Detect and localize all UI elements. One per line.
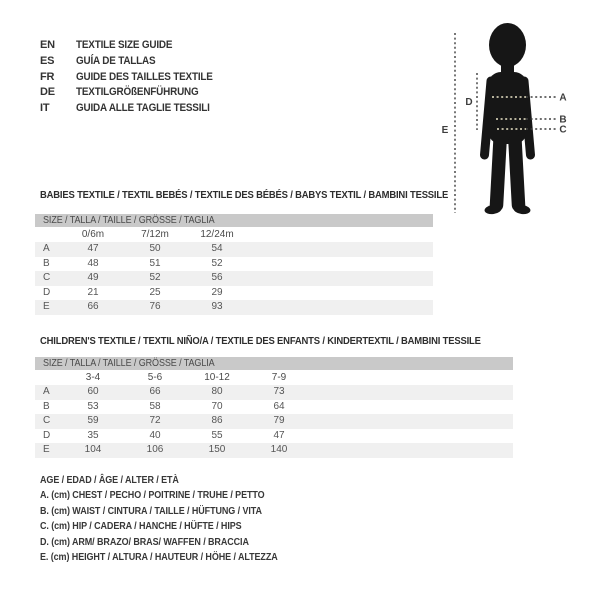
language-code: IT bbox=[40, 102, 50, 115]
language-code: EN bbox=[40, 39, 55, 51]
language-list bbox=[40, 38, 228, 117]
size-value-cell: 150 bbox=[208, 444, 226, 455]
legend-line-text: D. (cm) ARM/ BRAZO/ BRAS/ WAFFEN / BRACCIA bbox=[40, 536, 249, 548]
legend-line bbox=[40, 550, 304, 565]
table-row bbox=[35, 443, 513, 458]
size-value-cell: 40 bbox=[149, 429, 161, 441]
size-value-cell: 93 bbox=[211, 301, 223, 312]
babies-size-header-bar bbox=[35, 214, 433, 227]
children-column-header: 3-4 bbox=[85, 372, 101, 383]
language-guide-title: GUIDA ALLE TAGLIE TESSILI bbox=[76, 102, 210, 115]
row-label: A bbox=[43, 243, 50, 254]
language-guide-title: TEXTILE SIZE GUIDE bbox=[76, 39, 173, 51]
size-value-cell: 50 bbox=[149, 243, 161, 254]
language-row bbox=[40, 70, 228, 86]
children-column-header-row bbox=[35, 370, 513, 385]
label-E: E bbox=[441, 125, 449, 136]
children-column-header: 10-12 bbox=[204, 372, 230, 383]
table-row bbox=[35, 271, 433, 286]
row-label: D bbox=[43, 286, 51, 298]
size-value-cell: 53 bbox=[87, 400, 99, 412]
babies-section-title-text: BABIES TEXTILE / TEXTIL BEBÉS / TEXTILE DES BÉBÉS / BABYS TEXTIL / BAMBINI TESSILE bbox=[40, 189, 449, 201]
row-label: E bbox=[43, 444, 50, 455]
babies-table-body bbox=[35, 242, 433, 315]
size-value-cell: 70 bbox=[211, 400, 223, 412]
children-section-title bbox=[40, 335, 530, 347]
size-value-cell: 64 bbox=[273, 400, 285, 412]
table-row bbox=[35, 414, 513, 429]
language-code: FR bbox=[40, 70, 55, 83]
legend-line-text: C. (cm) HIP / CADERA / HANCHE / HÜFTE / HIPS bbox=[40, 521, 242, 533]
size-value-cell: 79 bbox=[273, 415, 285, 426]
legend-line-text: E. (cm) HEIGHT / ALTURA / HAUTEUR / HÖHE / ALTEZZA bbox=[40, 552, 278, 564]
label-C: C bbox=[559, 124, 567, 136]
language-row bbox=[40, 101, 228, 117]
children-column-header: 7-9 bbox=[271, 372, 287, 383]
table-row bbox=[35, 257, 433, 272]
legend-lines bbox=[40, 488, 304, 565]
size-value-cell: 104 bbox=[84, 444, 102, 455]
table-row bbox=[35, 400, 513, 415]
babies-corner-cell bbox=[35, 227, 62, 242]
size-value-cell: 49 bbox=[87, 272, 99, 283]
legend-line bbox=[40, 535, 304, 550]
babies-column-header: 0/6m bbox=[81, 229, 105, 240]
label-D: D bbox=[465, 97, 473, 108]
row-label: E bbox=[43, 301, 50, 312]
size-value-cell: 66 bbox=[149, 386, 161, 397]
language-guide-title: GUIDE DES TAILLES TEXTILE bbox=[76, 70, 213, 83]
legend-line-text: B. (cm) WAIST / CINTURA / TAILLE / HÜFTUNG / VITA bbox=[40, 505, 262, 517]
size-value-cell: 66 bbox=[87, 301, 99, 312]
row-label: B bbox=[43, 257, 50, 269]
children-corner-cell bbox=[35, 370, 62, 385]
size-value-cell: 21 bbox=[87, 286, 99, 298]
size-value-cell: 59 bbox=[87, 415, 99, 426]
size-value-cell: 86 bbox=[211, 415, 223, 426]
children-size-header-text: SIZE / TALLA / TAILLE / GRÖSSE / TAGLIA bbox=[43, 358, 215, 369]
legend-line bbox=[40, 504, 304, 519]
table-row bbox=[35, 429, 513, 444]
babies-column-header: 7/12m bbox=[141, 229, 169, 240]
size-value-cell: 60 bbox=[87, 386, 99, 397]
size-value-cell: 51 bbox=[149, 257, 161, 269]
babies-section-title bbox=[40, 189, 493, 201]
row-label: A bbox=[43, 386, 50, 397]
size-value-cell: 25 bbox=[149, 286, 161, 298]
size-value-cell: 140 bbox=[270, 444, 288, 455]
language-code: DE bbox=[40, 86, 55, 99]
language-row bbox=[40, 54, 228, 70]
table-row bbox=[35, 300, 433, 315]
size-value-cell: 29 bbox=[211, 286, 223, 298]
babies-column-header-row bbox=[35, 227, 433, 242]
label-A: A bbox=[559, 92, 567, 104]
children-column-header: 5-6 bbox=[147, 372, 163, 383]
size-value-cell: 58 bbox=[149, 400, 161, 412]
size-value-cell: 73 bbox=[273, 386, 285, 397]
language-row bbox=[40, 38, 228, 54]
children-size-header-bar bbox=[35, 357, 513, 370]
size-value-cell: 106 bbox=[146, 444, 164, 455]
legend-age-line bbox=[40, 473, 304, 488]
size-value-cell: 52 bbox=[149, 272, 161, 283]
table-row bbox=[35, 385, 513, 400]
row-label: C bbox=[43, 272, 51, 283]
row-label: B bbox=[43, 400, 50, 412]
measurement-legend bbox=[40, 473, 304, 566]
language-guide-title: TEXTILGRÖßENFÜHRUNG bbox=[76, 86, 199, 99]
language-code: ES bbox=[40, 54, 55, 67]
size-value-cell: 47 bbox=[273, 429, 285, 441]
legend-line-text: A. (cm) CHEST / PECHO / POITRINE / TRUHE / PETTO bbox=[40, 490, 265, 502]
legend-line bbox=[40, 488, 304, 503]
size-value-cell: 80 bbox=[211, 386, 223, 397]
table-row bbox=[35, 242, 433, 257]
legend-line bbox=[40, 519, 304, 534]
language-row bbox=[40, 85, 228, 101]
label-B: B bbox=[559, 114, 567, 126]
row-label: C bbox=[43, 415, 51, 426]
children-table-body bbox=[35, 385, 513, 458]
babies-size-header-text: SIZE / TALLA / TAILLE / GRÖSSE / TAGLIA bbox=[43, 215, 215, 226]
size-value-cell: 52 bbox=[211, 257, 223, 269]
size-value-cell: 72 bbox=[149, 415, 161, 426]
children-size-table bbox=[35, 357, 513, 458]
size-value-cell: 55 bbox=[211, 429, 223, 441]
size-value-cell: 54 bbox=[211, 243, 223, 254]
language-guide-title: GUÍA DE TALLAS bbox=[76, 54, 156, 67]
babies-size-table bbox=[35, 214, 433, 315]
babies-column-header: 12/24m bbox=[200, 229, 234, 240]
legend-age-text: AGE / EDAD / ÂGE / ALTER / ETÀ bbox=[40, 475, 179, 486]
size-value-cell: 48 bbox=[87, 257, 99, 269]
size-value-cell: 56 bbox=[211, 272, 223, 283]
children-section-title-text: CHILDREN'S TEXTILE / TEXTIL NIÑO/A / TEXTILE DES ENFANTS / KINDERTEXTIL / BAMBINI TESSILE bbox=[40, 335, 481, 347]
row-label: D bbox=[43, 429, 51, 441]
table-row bbox=[35, 286, 433, 301]
size-value-cell: 47 bbox=[87, 243, 99, 254]
size-value-cell: 35 bbox=[87, 429, 99, 441]
size-value-cell: 76 bbox=[149, 301, 161, 312]
